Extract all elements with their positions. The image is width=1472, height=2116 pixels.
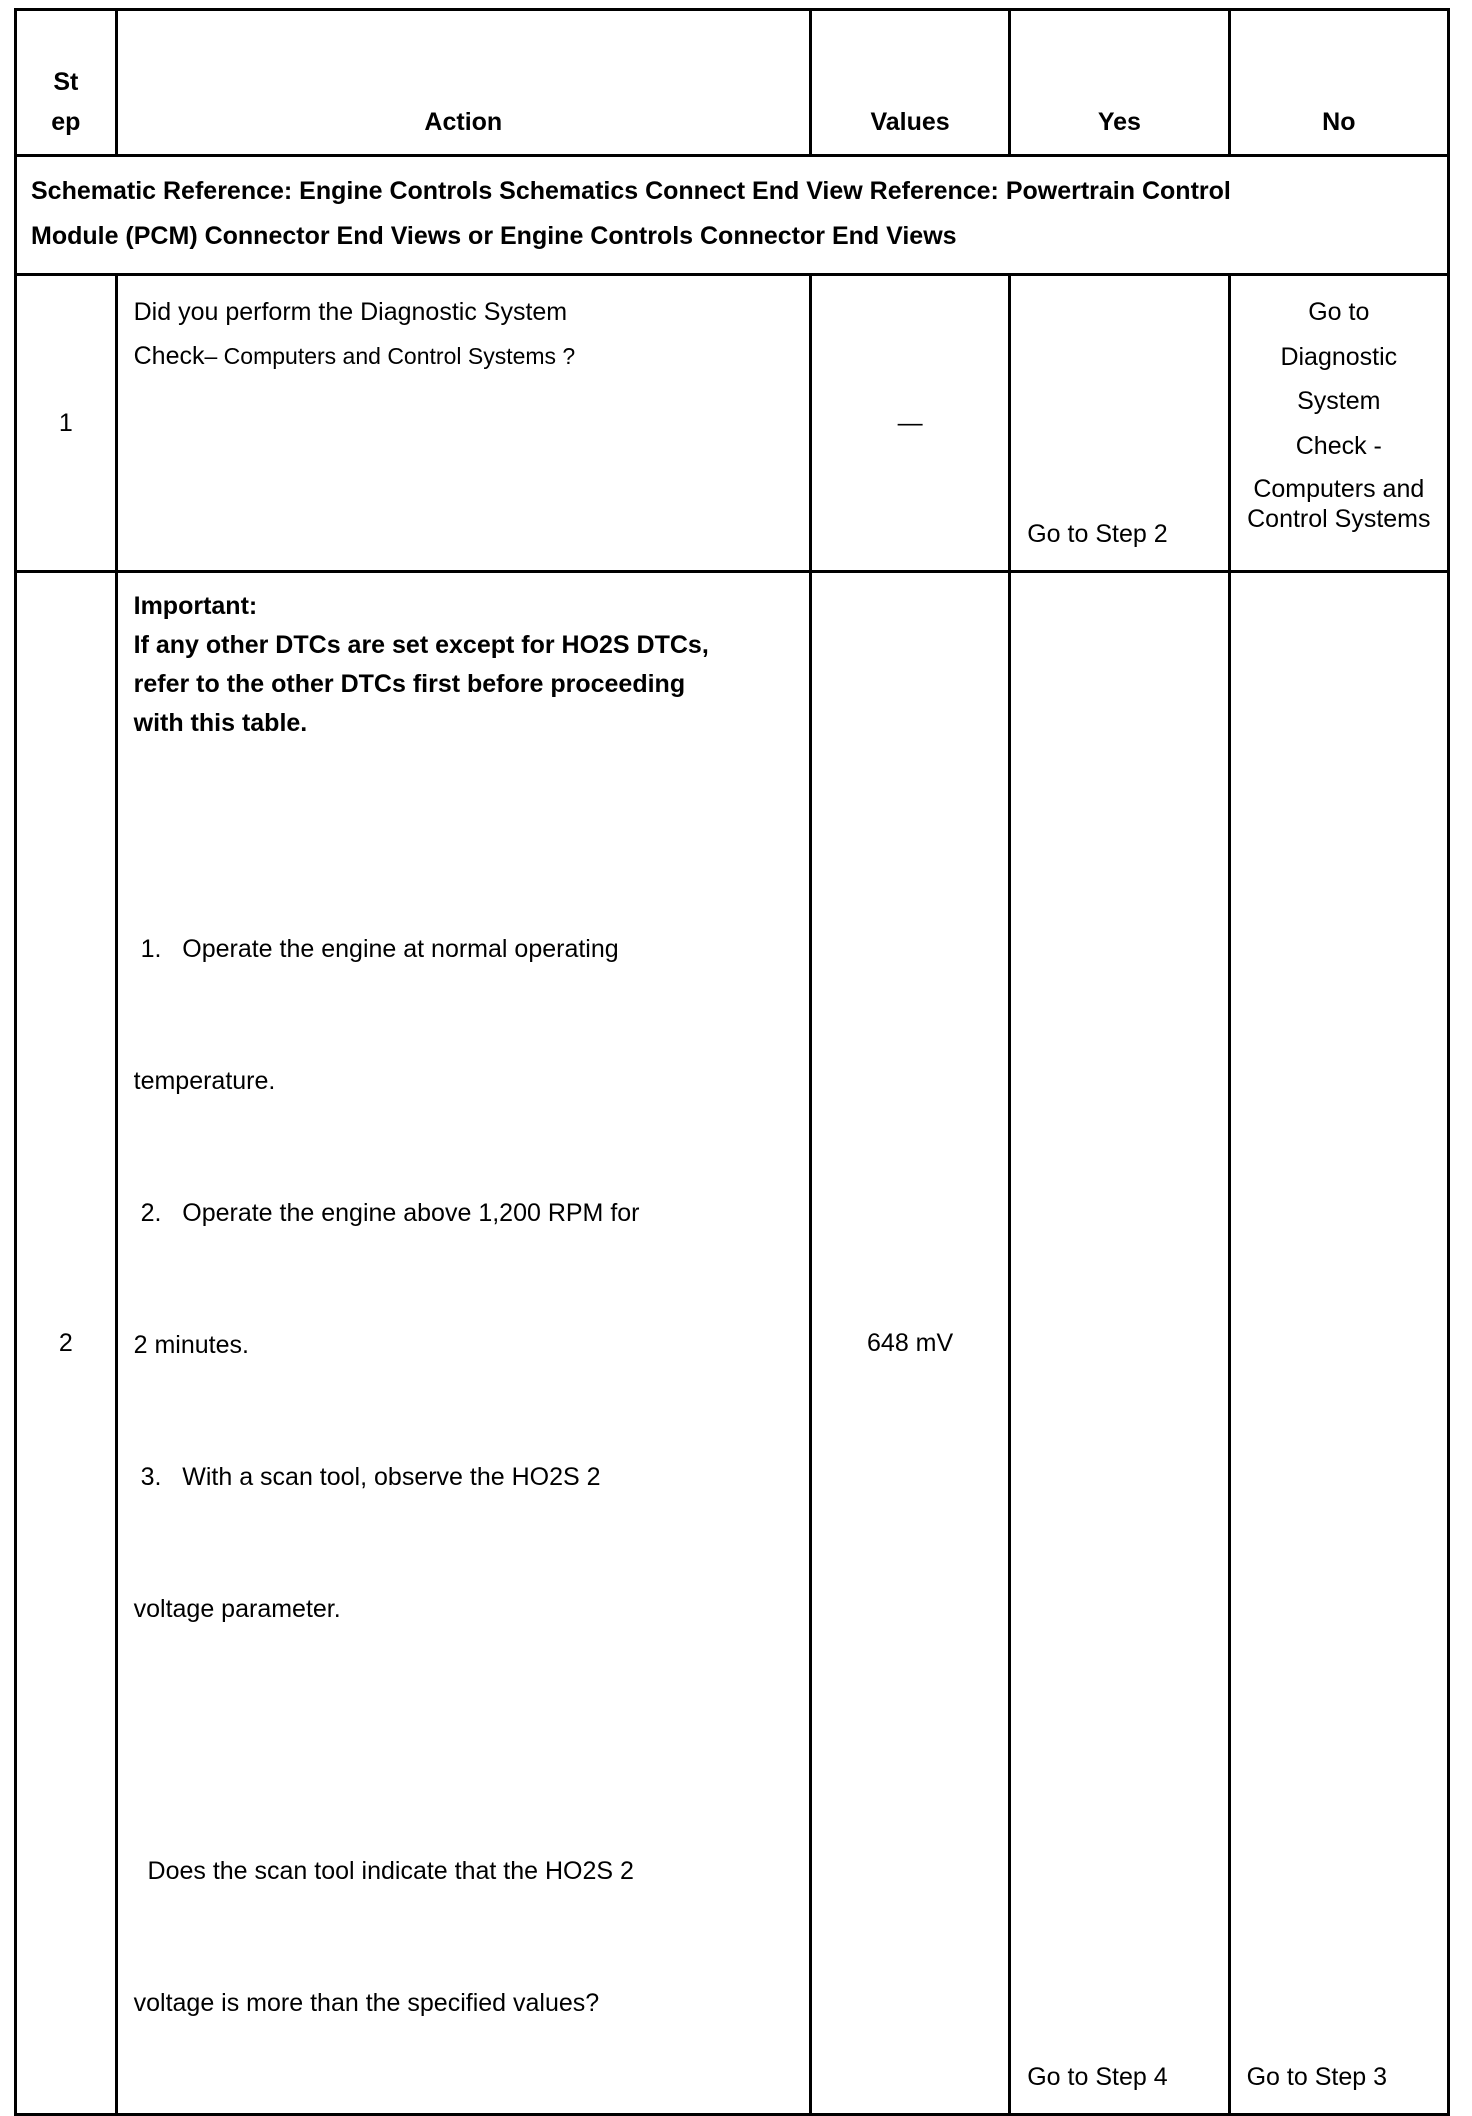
procedure-line: temperature.	[133, 1067, 276, 1095]
diagnostic-table	[14, 8, 1450, 2116]
action-check-link: – Computers and Control Systems ?	[204, 343, 576, 369]
step-values: 648 mV	[810, 572, 1009, 2115]
reference-line2: Module (PCM) Connector End Views or Engine Controls Connector End Views	[31, 222, 957, 250]
no-line: Control Systems	[1247, 505, 1431, 533]
important-title: Important:	[133, 592, 258, 620]
procedure-line: 2. Operate the engine above 1,200 RPM for	[133, 1199, 640, 1227]
important-line: refer to the other DTCs first before proceeding	[133, 670, 686, 698]
step-yes: Go to Step 4	[1010, 572, 1229, 2115]
step-row-2	[16, 572, 1449, 2115]
header-yes: Yes	[1010, 10, 1229, 156]
header-no: No	[1229, 10, 1448, 156]
important-note	[134, 587, 795, 743]
header-step-line1: St	[53, 68, 79, 96]
header-values: Values	[810, 10, 1009, 156]
step-no: Go to Step 3	[1229, 572, 1448, 2115]
reference-line1: Schematic Reference: Engine Controls Schematics Connect End View Reference: Powertrain Control	[31, 177, 1231, 205]
action-line	[134, 334, 795, 378]
procedure-line: voltage parameter.	[133, 1595, 341, 1623]
header-step	[16, 10, 117, 156]
procedure-list	[134, 839, 795, 1719]
action-line: Did you perform the Diagnostic System	[133, 298, 568, 326]
important-line: with this table.	[133, 709, 308, 737]
step-question	[134, 1761, 795, 2113]
step-row-1	[16, 275, 1449, 572]
procedure-line: 3. With a scan tool, observe the HO2S 2	[133, 1463, 601, 1491]
question-line: Does the scan tool indicate that the HO2S 2	[133, 1857, 634, 1885]
no-line: Go to	[1308, 298, 1370, 326]
question-line: voltage is more than the specified values?	[133, 1989, 600, 2017]
no-line: System	[1297, 387, 1381, 415]
header-row	[16, 10, 1449, 156]
procedure-line: 1. Operate the engine at normal operating	[133, 935, 619, 963]
no-line: Check -	[1295, 431, 1382, 460]
important-line: If any other DTCs are set except for HO2S DTCs,	[133, 631, 709, 659]
no-line: Diagnostic	[1280, 342, 1398, 371]
step-values: —	[810, 275, 1009, 572]
step-action	[116, 572, 810, 2115]
no-line: Computers and	[1253, 475, 1425, 503]
header-step-line2: ep	[51, 108, 81, 136]
step-action	[116, 275, 810, 572]
action-check-text: Check	[133, 342, 205, 370]
reference-row	[16, 156, 1449, 275]
step-no	[1229, 275, 1448, 572]
step-yes: Go to Step 2	[1010, 275, 1229, 572]
header-action: Action	[116, 10, 810, 156]
schematic-reference	[16, 156, 1449, 275]
step-number: 1	[16, 275, 117, 572]
procedure-line: 2 minutes.	[133, 1331, 249, 1359]
step-number: 2	[16, 572, 117, 2115]
